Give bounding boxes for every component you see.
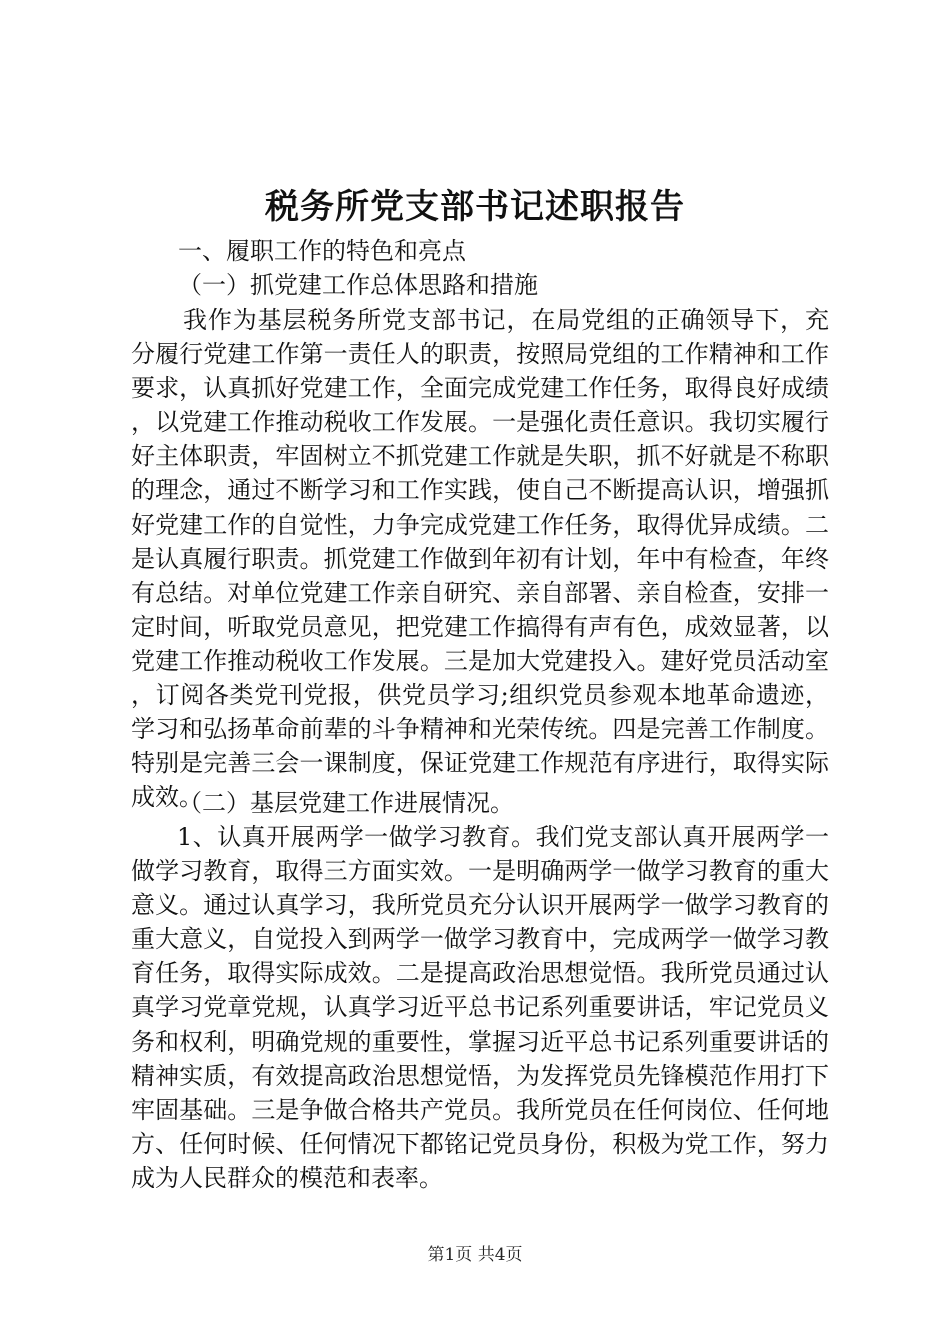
page-number-footer: 第1页 共4页 (427, 1245, 523, 1265)
body-paragraph: 我作为基层税务所党支部书记，在局党组的正确领导下，充分履行党建工作第一责任人的职责，按照局党组的工作精神和工作要求，认真抓好党建工作，全面完成党建工作任务，取得良好成绩，以党建工作推动税收工作发展。一是强化责任意识。我切实履行好主体职责，牢固树立不抓党建工作就是失职，抓不好就是不称职的理念，通过不断学习和工作实践，使自己不断提高认识，增强抓好党建工作的自觉性，力争完成党建工作任务，取得优异成绩。二是认真履行职责。抓党建工作做到年初有计划，年中有检查，年终有总结。对单位党建工作亲自研究、亲自部署、亲自检查，安排一定时间，听取党员意见，把党建工作搞得有声有色，成效显著，以党建工作推动税收工作发展。三是加大党建投入。建好党员活动室，订阅各类党刊党报，供党员学习;组织党员参观本地革命遗迹，学习和弘扬革命前辈的斗争精神和光荣传统。四是完善工作制度。特别是完善三会一课制度，保证党建工作规范有序进行，取得实际成效。 (131, 306, 829, 812)
subsection-heading: （一）抓党建工作总体思路和措施 (178, 271, 538, 299)
page-title: 税务所党支部书记述职报告 (265, 187, 685, 227)
body-paragraph: 1、认真开展两学一做学习教育。我们党支部认真开展两学一做学习教育，取得三方面实效。一是明确两学一做学习教育的重大意义。通过认真学习，我所党员充分认识开展两学一做学习教育的重大意义，自觉投入到两学一做学习教育中，完成两学一做学习教育任务，取得实际成效。二是提高政治思想觉悟。我所党员通过认真学习党章党规，认真学习近平总书记系列重要讲话，牢记党员义务和权利，明确党规的重要性，掌握习近平总书记系列重要讲话的精神实质，有效提高政治思想觉悟，为发挥党员先锋模范作用打下牢固基础。三是争做合格共产党员。我所党员在任何岗位、任何地方、任何时候、任何情况下都铭记党员身份，积极为党工作，努力成为人民群众的模范和表率。 (131, 823, 829, 1192)
section-heading: 一、履职工作的特色和亮点 (178, 237, 466, 265)
subsection-heading: （二）基层党建工作进展情况。 (178, 789, 514, 817)
